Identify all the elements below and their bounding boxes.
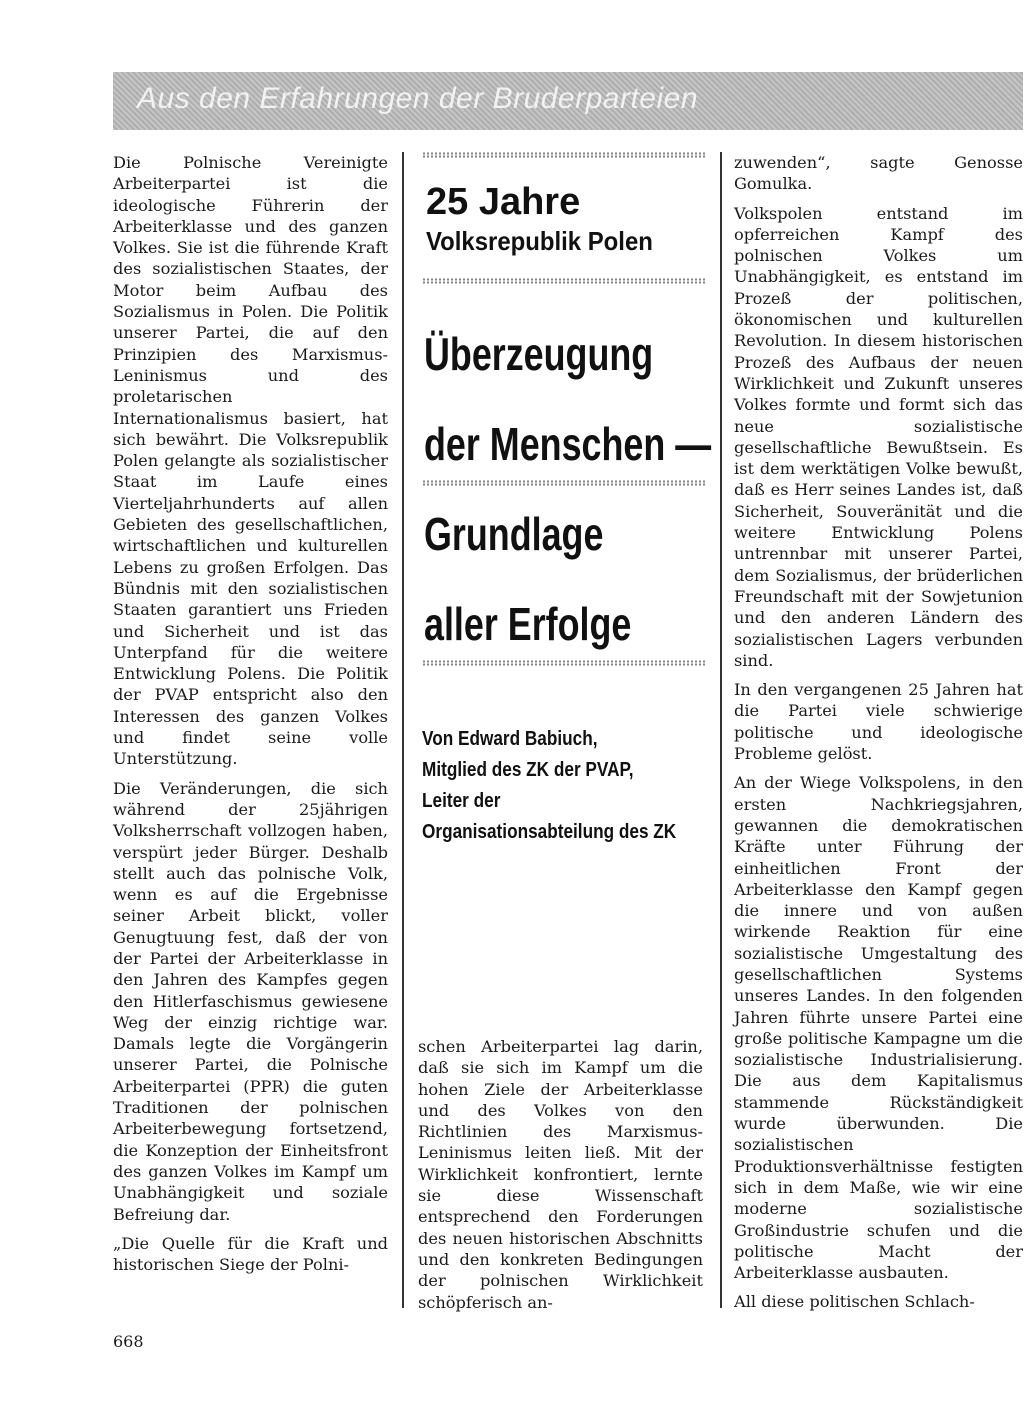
page-number: 668 xyxy=(113,1332,144,1351)
dotted-rule xyxy=(422,152,707,158)
paragraph: An der Wiege Volkspolens, in den ersten Nachkriegsjahren, gewannen die demokratischen Kräfte unter Führung der einheitlichen Front der Arbeiterklasse den Kampf gegen die innere und von außen wirkende Reaktion für eine sozialistische Umgestaltung des gesellschaftlichen Systems unseres Landes. In den folgenden Jahren führte unsere Partei eine große politische Kampagne um die sozialistische Industrialisierung. Die aus dem Kapitalismus stammende Rückständigkeit wurde überwunden. Die sozialistischen Produktionsverhältnisse festigten sich in dem Maße, wie wir eine moderne sozialistische Großindustrie schufen und die politische Macht der Arbeiterklasse ausbauten. xyxy=(734,773,1023,1283)
middle-column xyxy=(418,1036,703,1321)
paragraph: In den vergangenen 25 Jahren hat die Partei viele schwierige politische und ideologische Probleme gelöst. xyxy=(734,680,1023,764)
headline-line: Überzeugung xyxy=(424,328,654,380)
section-header: Aus den Erfahrungen der Bruderparteien xyxy=(137,82,699,115)
left-column xyxy=(113,152,388,1283)
author-line: Von Edward Babiuch, xyxy=(422,728,598,750)
paragraph: Die Veränderungen, die sich während der 25jährigen Volksherrschaft vollzogen haben, verspürt jeder Bürger. Deshalb stellt auch das polnische Volk, wenn es auf die Ergebnisse seiner Arbeit blickt, voller Genugtuung fest, daß der von der Partei der Arbeiterklasse in den Jahren des Kampfes gegen den Hitlerfaschismus gewiesene Weg der einzig richtige war. Damals legte die Vorgängerin unserer Partei, die Polnische Arbeiterpartei (PPR) die guten Traditionen der polnischen Arbeiterbewegung fortsetzend, die Konzeption der Einheitsfront des ganzen Volkes im Kampf um Unabhängigkeit und soziale Befreiung dar. xyxy=(113,778,388,1224)
author-line: Leiter der xyxy=(422,790,501,812)
paragraph: Volkspolen entstand im opferreichen Kampf des polnischen Volkes um Unabhängigkeit, es entstand im Prozeß der politischen, ökonomischen und kulturellen Revolution. In diesem historischen Prozeß des Aufbaus der neuen Wirklichkeit und Zukunft unseres Volkes formte und formt sich das neue sozialistische gesellschaftliche Bewußtsein. Es ist dem werktätigen Volke bewußt, daß es Herr seines Landes ist, daß Sicherheit, Souveränität und die weitere Entwicklung Polens untrennbar mit unserer Partei, dem Sozialismus, der brüderlichen Freundschaft mit der Sowjetunion und den anderen Ländern des sozialistischen Lagers verbunden sind. xyxy=(734,203,1023,670)
title-box xyxy=(422,152,712,848)
paragraph: Die Polnische Vereinigte Arbeiterpartei ist die ideologische Führerin der Arbeiterklasse und des ganzen Volkes. Sie ist die führende Kraft des sozialistischen Staates, der Motor beim Aufbau des Sozialismus in Polen. Die Politik unserer Partei, die auf den Prinzipien des Marxismus-Leninismus und des proletarischen Internationalismus basiert, hat sich bewährt. Die Volksrepublik Polen gelangte als sozialistischer Staat im Laufe eines Vierteljahrhunderts auf allen Gebieten des gesellschaftlichen, wirtschaftlichen und kulturellen Lebens zu großen Erfolgen. Das Bündnis mit den sozialistischen Staaten garantiert uns Frieden und Sicherheit und ist das Unterpfand für die weitere Entwicklung Polens. Die Politik der PVAP entspricht also den Interessen des ganzen Volkes und findet seine volle Unterstützung. xyxy=(113,153,388,769)
author-line: Mitglied des ZK der PVAP, xyxy=(422,759,634,781)
paragraph: schen Arbeiterpartei lag darin, daß sie sich im Kampf um die hohen Ziele der Arbeiterklasse und des Volkes von den Richtlinien des Marxismus-Leninismus leiten ließ. Mit der Wirklichkeit konfrontiert, lernte sie diese Wissenschaft entsprechend den Forderungen des neuen historischen Abschnitts und den konkreten Bedingungen der polnischen Wirklichkeit schöpferisch an- xyxy=(418,1037,703,1312)
headline-line: der Menschen — xyxy=(424,418,712,470)
right-column xyxy=(734,152,1023,1321)
headline-line: aller Erfolge xyxy=(424,598,632,650)
article-title: 25 Jahre xyxy=(426,181,581,223)
column-divider-left xyxy=(402,152,404,1308)
author-line: Organisationsabteilung des ZK xyxy=(422,821,677,843)
article-subtitle: Volksrepublik Polen xyxy=(426,226,653,256)
section-header-band xyxy=(113,72,1023,130)
headline-line: Grundlage xyxy=(424,508,604,560)
paragraph: zuwenden“, sagte Genosse Gomulka. xyxy=(734,153,1023,194)
column-divider-right xyxy=(720,152,722,1308)
paragraph: „Die Quelle für die Kraft und historischen Siege der Polni- xyxy=(113,1233,388,1275)
paragraph: All diese politischen Schlach- xyxy=(734,1292,975,1312)
